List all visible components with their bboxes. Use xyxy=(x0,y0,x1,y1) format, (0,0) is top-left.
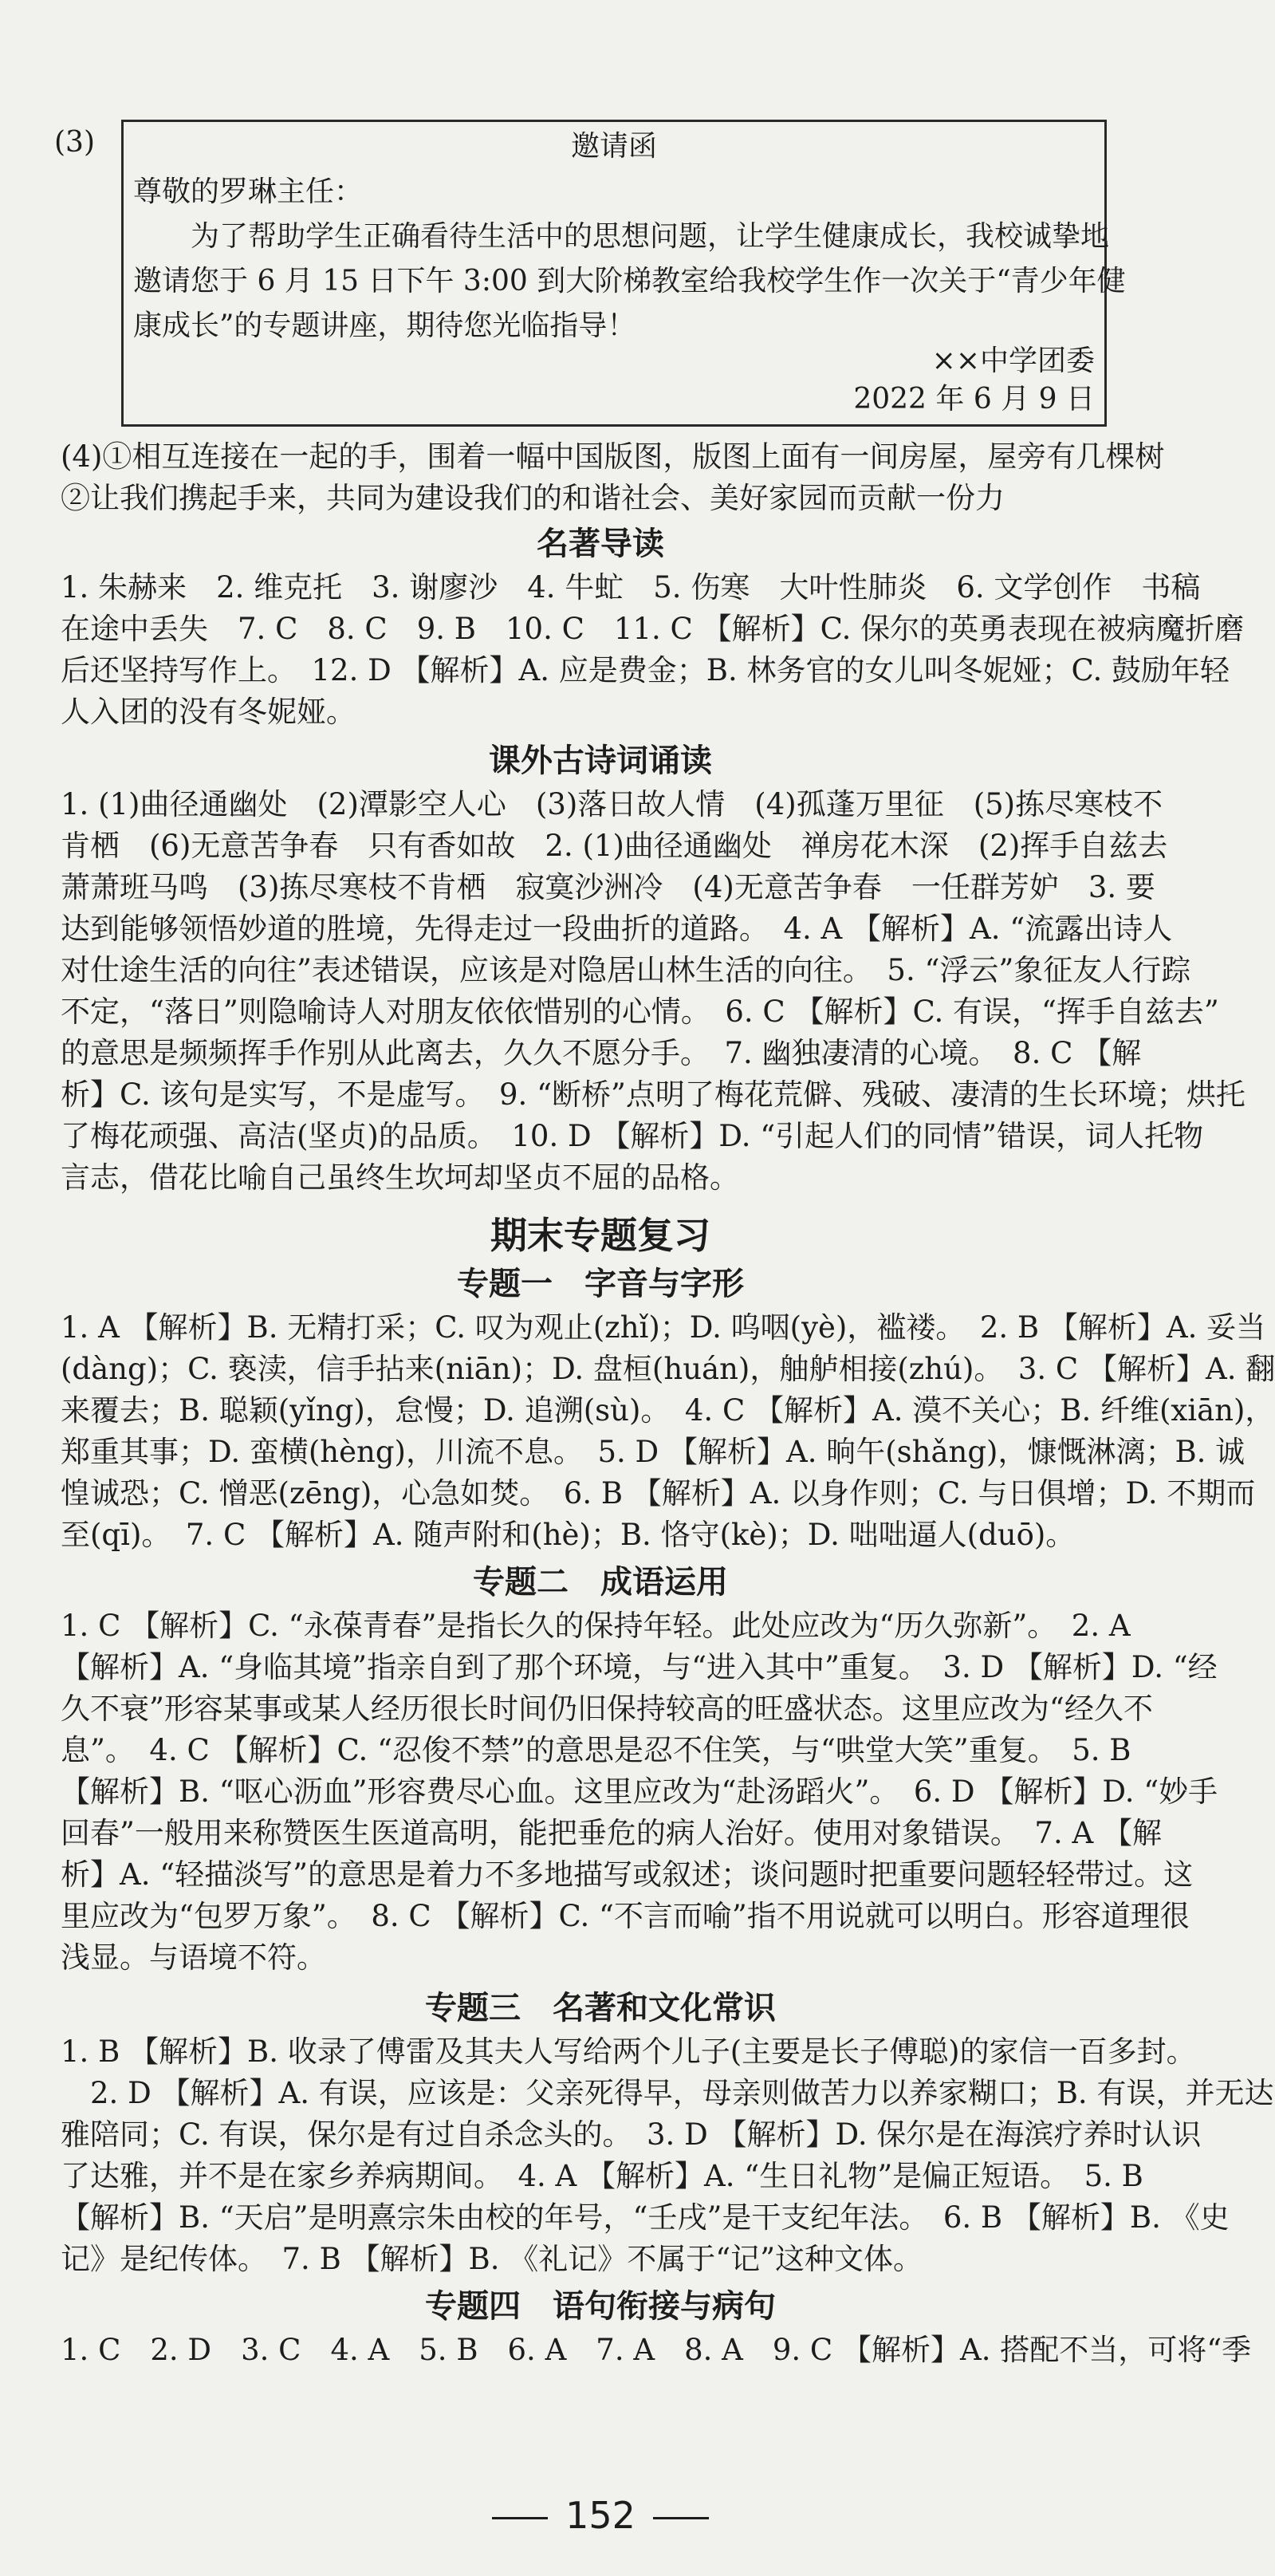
answer-line: 久不衰”形容某事或某人经历很长时间仍旧保持较高的旺盛状态。这里应改为“经久不 xyxy=(61,1692,1153,1726)
page-number-text: 152 xyxy=(565,2494,636,2537)
answer-line: 了梅花顽强、高洁(坚贞)的品质。 10. D 【解析】D. “引起人们的同情”错误，词人托物 xyxy=(61,1119,1204,1153)
answer-line: 萧萧班马鸣 (3)拣尽寒枝不肯栖 寂寞沙洲冷 (4)无意苦争春 一任群芳妒 3. 要 xyxy=(61,870,1155,904)
answer-line: 人入团的没有冬妮娅。 xyxy=(61,695,356,729)
page-number-dash-left xyxy=(492,2517,548,2519)
answer-line: 肯栖 (6)无意苦争春 只有香如故 2. (1)曲径通幽处 禅房花木深 (2)挥手自兹去 xyxy=(61,829,1168,863)
invitation-letter-box xyxy=(121,120,1126,427)
answer-line: 1. 朱赫来 2. 维克托 3. 谢廖沙 4. 牛虻 5. 伤寒 大叶性肺炎 6. 文学创作 书稿 xyxy=(61,570,1201,605)
letter-salutation: 尊敬的罗琳主任： xyxy=(133,175,364,208)
answer-line: 在途中丢失 7. C 8. C 9. B 10. C 11. C 【解析】C. 保尔的英勇表现在被病魔折磨 xyxy=(61,612,1245,646)
answer-line: 至(qī)。 7. C 【解析】A. 随声附和(hè)；B. 恪守(kè)；D. 咄咄逼人(duō)。 xyxy=(61,1518,1076,1552)
answer-line: 的意思是频频挥手作别从此离去，久久不愿分手。 7. 幽独凄清的心境。 8. C 【解 xyxy=(61,1036,1142,1070)
chapter-heading: 期末专题复习 xyxy=(490,1214,710,1257)
answer-line: 来覆去；B. 聪颖(yǐng)，怠慢；D. 追溯(sù)。 4. C 【解析】A. 漠不关心；B. 纤维(xiān)， xyxy=(61,1393,1275,1428)
question-label: (3) xyxy=(54,126,95,159)
answer-line: 达到能够领悟妙道的胜境，先得走过一段曲折的道路。 4. A 【解析】A. “流露出诗人 xyxy=(61,912,1173,946)
answer-line: ②让我们携起手来，共同为建设我们的和谐社会、美好家园而贡献一份力 xyxy=(61,481,1005,515)
letter-title: 邀请函 xyxy=(570,130,657,163)
answer-line: 息”。 4. C 【解析】C. “忍俊不禁”的意思是忍不住笑，与“哄堂大笑”重复。 5. B xyxy=(61,1733,1131,1767)
letter-body-line: 为了帮助学生正确看待生活中的思想问题，让学生健康成长，我校诚挚地 xyxy=(133,220,1110,253)
answer-line: 了达雅，并不是在家乡养病期间。 4. A 【解析】A. “生日礼物”是偏正短语。 5. B xyxy=(61,2159,1143,2193)
answer-line: 对仕途生活的向往”表述错误，应该是对隐居山林生活的向往。 5. “浮云”象征友人行踪 xyxy=(61,953,1191,987)
answer-line: 1. B 【解析】B. 收录了傅雷及其夫人写给两个儿子(主要是长子傅聪)的家信一百多封。 xyxy=(61,2034,1196,2069)
answer-line: 雅陪同；C. 有误，保尔是有过自杀念头的。 3. D 【解析】D. 保尔是在海滨疗养时认识 xyxy=(61,2117,1202,2152)
answer-line: 1. C 2. D 3. C 4. A 5. B 6. A 7. A 8. A 9. C 【解析】A. 搭配不当，可将“季 xyxy=(61,2333,1252,2367)
page-number-dash-right xyxy=(653,2517,709,2519)
answer-line: 1. (1)曲径通幽处 (2)潭影空人心 (3)落日故人情 (4)孤蓬万里征 (5)拣尽寒枝不 xyxy=(61,787,1163,821)
answer-line: 不定，“落日”则隐喻诗人对朋友依依惜别的心情。 6. C 【解析】C. 有误，“挥手自兹去” xyxy=(61,995,1219,1029)
answer-line: 2. D 【解析】A. 有误，应该是：父亲死得早，母亲则做苦力以养家糊口；B. 有误，并无达 xyxy=(61,2076,1274,2110)
answer-line: 后还坚持写作上。 12. D 【解析】A. 应是费金；B. 林务官的女儿叫冬妮娅；C. 鼓励年轻 xyxy=(61,653,1230,687)
answer-line: 记》是纪传体。 7. B 【解析】B. 《礼记》不属于“记”这种文体。 xyxy=(61,2242,923,2276)
section-heading: 专题四 语句衔接与病句 xyxy=(425,2288,776,2325)
section-heading: 专题三 名著和文化常识 xyxy=(425,1990,776,2027)
answer-line: 1. C 【解析】C. “永葆青春”是指长久的保持年轻。此处应改为“历久弥新”。 2. A xyxy=(61,1609,1131,1643)
answer-line: 析】C. 该句是实写，不是虚写。 9. “断桥”点明了梅花荒僻、残破、凄清的生长环境；烘托 xyxy=(61,1077,1245,1112)
answer-line: 【解析】A. “身临其境”指亲自到了那个环境，与“进入其中”重复。 3. D 【解析】D. “经 xyxy=(61,1650,1218,1684)
letter-body-line: 康成长”的专题讲座，期待您光临指导！ xyxy=(133,309,636,342)
letter-signature: ××中学团委 xyxy=(931,345,1095,377)
answer-line: (dàng)；C. 亵渎，信手拈来(niān)；D. 盘桓(huán)，舳舻相接(zhú)。 3. C 【解析】A. 翻 xyxy=(61,1352,1275,1386)
section-heading: 专题一 字音与字形 xyxy=(457,1266,744,1302)
section-heading: 名著导读 xyxy=(537,526,664,562)
answer-line: 1. A 【解析】B. 无精打采；C. 叹为观止(zhǐ)；D. 呜咽(yè)，褴褛。 2. B 【解析】A. 妥当 xyxy=(61,1310,1266,1345)
answer-line: 浅显。与语境不符。 xyxy=(61,1940,326,1975)
answer-line: (4)①相互连接在一起的手，围着一幅中国版图，版图上面有一间房屋，屋旁有几棵树 xyxy=(61,439,1165,474)
section-heading: 专题二 成语运用 xyxy=(473,1564,728,1601)
letter-body-line: 邀请您于 6 月 15 日下午 3:00 到大阶梯教室给我校学生作一次关于“青少年健 xyxy=(133,265,1126,297)
page-number xyxy=(0,2493,1201,2538)
answer-line: 惶诚恐；C. 憎恶(zēng)，心急如焚。 6. B 【解析】A. 以身作则；C. 与日俱增；D. 不期而 xyxy=(61,1476,1256,1511)
answer-line: 回春”一般用来称赞医生医道高明，能把垂危的病人治好。使用对象错误。 7. A 【解 xyxy=(61,1816,1162,1850)
answer-line: 【解析】B. “天启”是明熹宗朱由校的年号，“壬戌”是干支纪年法。 6. B 【解析】B. 《史 xyxy=(61,2200,1230,2235)
answer-line: 【解析】B. “呕心沥血”形容费尽心血。这里应改为“赴汤蹈火”。 6. D 【解析】D. “妙手 xyxy=(61,1774,1218,1809)
answer-line: 析】A. “轻描淡写”的意思是着力不多地描写或叙述；谈问题时把重要问题轻轻带过。这 xyxy=(61,1857,1194,1892)
letter-date: 2022 年 6 月 9 日 xyxy=(853,383,1095,416)
answer-line: 里应改为“包罗万象”。 8. C 【解析】C. “不言而喻”指不用说就可以明白。形容道理很 xyxy=(61,1899,1190,1933)
answer-line: 郑重其事；D. 蛮横(hèng)，川流不息。 5. D 【解析】A. 晌午(shǎng)，慷慨淋漓；B. 诚 xyxy=(61,1435,1245,1469)
answer-line: 言志，借花比喻自己虽终生坎坷却坚贞不屈的品格。 xyxy=(61,1160,739,1195)
section-heading: 课外古诗词诵读 xyxy=(489,742,712,779)
